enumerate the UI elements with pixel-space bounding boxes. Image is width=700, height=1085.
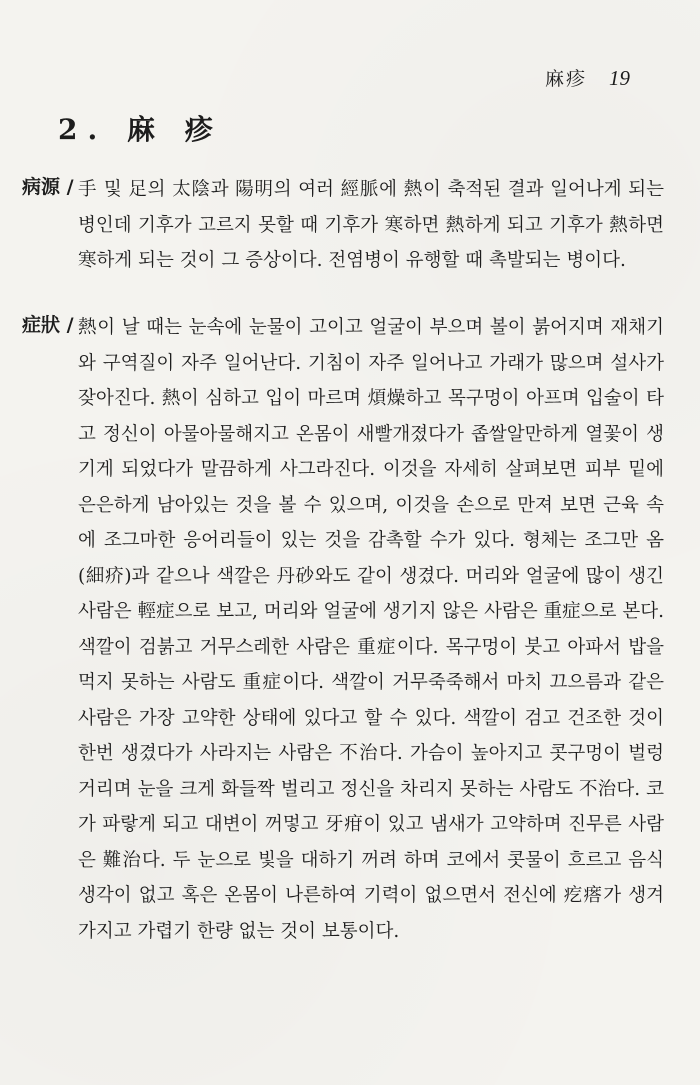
running-head	[545, 64, 630, 91]
section-symptoms	[22, 310, 664, 949]
section-body: 熱이 날 때는 눈속에 눈물이 고이고 얼굴이 부으며 볼이 붉어지며 재채기와 구역질이 자주 일어난다. 기침이 자주 일어나고 가래가 많으며 설사가 잦아진다. 熱이 심하고 입이 마르며 煩燥하고 목구멍이 아프며 입술이 타고 정신이 아물아물해지고 온몸이 새빨개졌다가 좁쌀알만하게 열꽃이 생기게 되었다가 말끔하게 사그라진다. 이것을 자세히 살펴보면 피부 밑에 은은하게 남아있는 것을 볼 수 있으며, 이것을 손으로 만져 보면 근육 속에 조그마한 응어리들이 있는 것을 감촉할 수가 있다. 형체는 조그만 옴(細疥)과 같으나 색깔은 丹砂와도 같이 생겼다. 머리와 얼굴에 많이 생긴 사람은 輕症으로 보고, 머리와 얼굴에 생기지 않은 사람은 重症으로 본다. 색깔이 검붉고 거무스레한 사람은 重症이다. 목구멍이 붓고 아파서 밥을 먹지 못하는 사람도 重症이다. 색깔이 거무죽죽해서 마치 끄으름과 같은 사람은 가장 고약한 상태에 있다고 할 수 있다. 색깔이 검고 건조한 것이 한번 생겼다가 사라지는 사람은 不治다. 가슴이 높아지고 콧구멍이 벌렁거리며 눈을 크게 화들짝 벌리고 정신을 차리지 못하는 사람도 不治다. 코가 파랗게 되고 대변이 꺼멓고 牙疳이 있고 냄새가 고약하며 진무른 사람은 難治다. 두 눈으로 빛을 대하기 꺼려 하며 코에서 콧물이 흐르고 음식 생각이 없고 혹은 온몸이 나른하여 기력이 없으면서 전신에 疙瘩가 생겨 가지고 가렵기 한량 없는 것이 보통이다.	[78, 317, 664, 942]
running-title: 麻疹	[544, 68, 587, 90]
section-label: 症狀 /	[22, 314, 74, 336]
page-number: 19	[609, 66, 630, 90]
section-pathogenesis	[22, 172, 664, 279]
section-title: 2. 麻 疹	[58, 113, 223, 146]
section-label: 病源 /	[22, 176, 74, 198]
section-body: 手 및 足의 太陰과 陽明의 여러 經脈에 熱이 축적된 결과 일어나게 되는 병인데 기후가 고르지 못할 때 기후가 寒하면 熱하게 되고 기후가 熱하면 寒하게 되는 것이 그 증상이다. 전염병이 유행할 때 촉발되는 병이다.	[78, 179, 664, 271]
